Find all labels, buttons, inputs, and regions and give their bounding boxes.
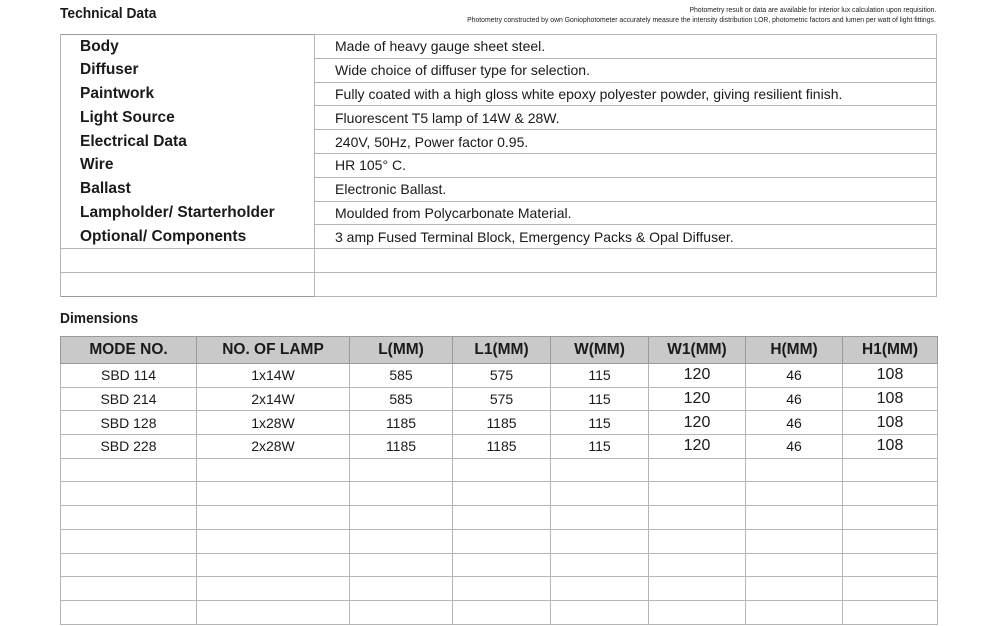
table-row-empty bbox=[61, 482, 938, 506]
table-cell: 46 bbox=[746, 435, 843, 459]
table-cell-empty bbox=[746, 482, 843, 506]
photometry-note-line-2: Photometry constructed by own Goniophotometer accurately measure the intensity distribution LOR, photometric factors and lumen per watt of light fittings. bbox=[467, 15, 936, 24]
table-cell-empty bbox=[453, 506, 551, 530]
table-cell-empty bbox=[551, 577, 649, 601]
table-cell: 46 bbox=[746, 364, 843, 388]
spec-value: Electronic Ballast. bbox=[315, 177, 937, 201]
table-cell: 575 bbox=[453, 364, 551, 388]
table-cell-empty bbox=[350, 600, 453, 624]
table-cell-empty bbox=[197, 482, 350, 506]
column-header: L(MM) bbox=[350, 337, 453, 364]
spec-value-empty bbox=[315, 272, 937, 296]
spec-label: Electrical Data bbox=[61, 130, 315, 154]
technical-data-title: Technical Data bbox=[60, 5, 157, 22]
table-cell-empty bbox=[453, 577, 551, 601]
spec-row-lampholder bbox=[61, 201, 937, 225]
spec-row-ballast bbox=[61, 177, 937, 201]
table-row-empty bbox=[61, 529, 938, 553]
spec-value: Fluorescent T5 lamp of 14W & 28W. bbox=[315, 106, 937, 130]
spec-value: Fully coated with a high gloss white epoxy polyester powder, giving resilient finish. bbox=[315, 82, 937, 106]
table-cell-empty bbox=[649, 529, 746, 553]
table-cell: 585 bbox=[350, 364, 453, 388]
table-cell-empty bbox=[746, 577, 843, 601]
spec-row-diffuser bbox=[61, 58, 937, 82]
table-cell-empty bbox=[746, 506, 843, 530]
table-cell-empty bbox=[453, 553, 551, 577]
table-cell-empty bbox=[551, 506, 649, 530]
spec-row-optional-components bbox=[61, 225, 937, 249]
table-cell-empty bbox=[61, 506, 197, 530]
table-cell: 115 bbox=[551, 364, 649, 388]
table-cell: 1x14W bbox=[197, 364, 350, 388]
table-cell: 1x28W bbox=[197, 411, 350, 435]
column-header: W(MM) bbox=[551, 337, 649, 364]
table-cell-empty bbox=[649, 577, 746, 601]
table-cell-empty bbox=[843, 458, 938, 482]
spec-value: HR 105° C. bbox=[315, 153, 937, 177]
column-header: L1(MM) bbox=[453, 337, 551, 364]
table-cell-empty bbox=[350, 458, 453, 482]
table-row bbox=[61, 411, 938, 435]
table-cell-empty bbox=[197, 600, 350, 624]
table-row bbox=[61, 387, 938, 411]
table-cell: 120 bbox=[649, 364, 746, 388]
table-cell: 115 bbox=[551, 387, 649, 411]
dimensions-header-row bbox=[61, 337, 938, 364]
table-cell-empty bbox=[453, 600, 551, 624]
technical-data-table bbox=[60, 34, 937, 297]
table-row-empty bbox=[61, 506, 938, 530]
spec-label: Diffuser bbox=[61, 58, 315, 82]
table-cell-empty bbox=[61, 529, 197, 553]
spec-value: 240V, 50Hz, Power factor 0.95. bbox=[315, 130, 937, 154]
table-cell-empty bbox=[843, 482, 938, 506]
table-cell: 1185 bbox=[453, 411, 551, 435]
table-cell-empty bbox=[350, 529, 453, 553]
spec-value: Moulded from Polycarbonate Material. bbox=[315, 201, 937, 225]
table-cell-empty bbox=[746, 529, 843, 553]
table-cell-empty bbox=[649, 553, 746, 577]
spec-value: 3 amp Fused Terminal Block, Emergency Packs & Opal Diffuser. bbox=[315, 225, 937, 249]
table-cell-empty bbox=[350, 482, 453, 506]
table-cell-empty bbox=[843, 600, 938, 624]
spec-row-paintwork bbox=[61, 82, 937, 106]
table-cell-empty bbox=[61, 600, 197, 624]
spec-row-wire bbox=[61, 153, 937, 177]
spec-value: Wide choice of diffuser type for selection. bbox=[315, 58, 937, 82]
table-cell-empty bbox=[551, 529, 649, 553]
spec-row-empty bbox=[61, 249, 937, 273]
table-cell-empty bbox=[649, 600, 746, 624]
table-cell: 108 bbox=[843, 411, 938, 435]
table-cell-empty bbox=[197, 553, 350, 577]
table-cell-empty bbox=[746, 600, 843, 624]
spec-row-light-source bbox=[61, 106, 937, 130]
table-cell-empty bbox=[453, 529, 551, 553]
table-cell: 108 bbox=[843, 435, 938, 459]
table-cell-empty bbox=[551, 458, 649, 482]
table-row bbox=[61, 364, 938, 388]
spec-row-empty bbox=[61, 272, 937, 296]
table-cell: 120 bbox=[649, 387, 746, 411]
table-row-empty bbox=[61, 600, 938, 624]
table-cell-empty bbox=[843, 553, 938, 577]
table-cell-empty bbox=[197, 458, 350, 482]
spec-label: Body bbox=[61, 35, 315, 59]
spec-value: Made of heavy gauge sheet steel. bbox=[315, 35, 937, 59]
table-cell-empty bbox=[61, 458, 197, 482]
table-row-empty bbox=[61, 458, 938, 482]
table-cell: 2x14W bbox=[197, 387, 350, 411]
spec-label-empty bbox=[61, 249, 315, 273]
table-cell: 120 bbox=[649, 435, 746, 459]
table-cell: 120 bbox=[649, 411, 746, 435]
spec-row-electrical-data bbox=[61, 130, 937, 154]
dimensions-title: Dimensions bbox=[60, 310, 139, 327]
photometry-note-line-1: Photometry result or data are available for interior lux calculation upon requisition. bbox=[689, 5, 936, 14]
table-cell: SBD 128 bbox=[61, 411, 197, 435]
table-cell-empty bbox=[746, 458, 843, 482]
table-cell: SBD 214 bbox=[61, 387, 197, 411]
column-header: H(MM) bbox=[746, 337, 843, 364]
dimensions-table bbox=[60, 336, 938, 625]
table-cell-empty bbox=[197, 577, 350, 601]
table-cell-empty bbox=[61, 482, 197, 506]
table-cell: 46 bbox=[746, 411, 843, 435]
table-cell-empty bbox=[453, 458, 551, 482]
table-cell-empty bbox=[197, 529, 350, 553]
spec-label-empty bbox=[61, 272, 315, 296]
spec-label: Light Source bbox=[61, 106, 315, 130]
table-cell: 108 bbox=[843, 387, 938, 411]
table-cell-empty bbox=[649, 482, 746, 506]
column-header: W1(MM) bbox=[649, 337, 746, 364]
table-cell: 585 bbox=[350, 387, 453, 411]
table-cell-empty bbox=[649, 458, 746, 482]
spec-label: Optional/ Components bbox=[61, 225, 315, 249]
table-cell: SBD 114 bbox=[61, 364, 197, 388]
table-row bbox=[61, 435, 938, 459]
table-cell: 1185 bbox=[350, 411, 453, 435]
table-cell-empty bbox=[746, 553, 843, 577]
table-row-empty bbox=[61, 553, 938, 577]
table-cell: 1185 bbox=[453, 435, 551, 459]
table-cell-empty bbox=[649, 506, 746, 530]
table-cell: 115 bbox=[551, 411, 649, 435]
table-cell-empty bbox=[350, 506, 453, 530]
table-cell-empty bbox=[551, 600, 649, 624]
table-cell: SBD 228 bbox=[61, 435, 197, 459]
table-cell: 2x28W bbox=[197, 435, 350, 459]
table-cell-empty bbox=[551, 553, 649, 577]
spec-value-empty bbox=[315, 249, 937, 273]
table-cell-empty bbox=[350, 553, 453, 577]
table-cell: 575 bbox=[453, 387, 551, 411]
table-cell: 1185 bbox=[350, 435, 453, 459]
spec-label: Wire bbox=[61, 153, 315, 177]
spec-label: Paintwork bbox=[61, 82, 315, 106]
table-cell-empty bbox=[197, 506, 350, 530]
table-cell-empty bbox=[843, 577, 938, 601]
table-cell-empty bbox=[453, 482, 551, 506]
column-header: H1(MM) bbox=[843, 337, 938, 364]
table-cell-empty bbox=[843, 506, 938, 530]
column-header: NO. OF LAMP bbox=[197, 337, 350, 364]
table-row-empty bbox=[61, 577, 938, 601]
table-cell: 108 bbox=[843, 364, 938, 388]
spec-label: Ballast bbox=[61, 177, 315, 201]
table-cell: 115 bbox=[551, 435, 649, 459]
column-header: MODE NO. bbox=[61, 337, 197, 364]
table-cell-empty bbox=[61, 553, 197, 577]
table-cell-empty bbox=[551, 482, 649, 506]
table-cell-empty bbox=[350, 577, 453, 601]
table-cell-empty bbox=[61, 577, 197, 601]
spec-row-body bbox=[61, 35, 937, 59]
spec-label: Lampholder/ Starterholder bbox=[61, 201, 315, 225]
table-cell: 46 bbox=[746, 387, 843, 411]
table-cell-empty bbox=[843, 529, 938, 553]
